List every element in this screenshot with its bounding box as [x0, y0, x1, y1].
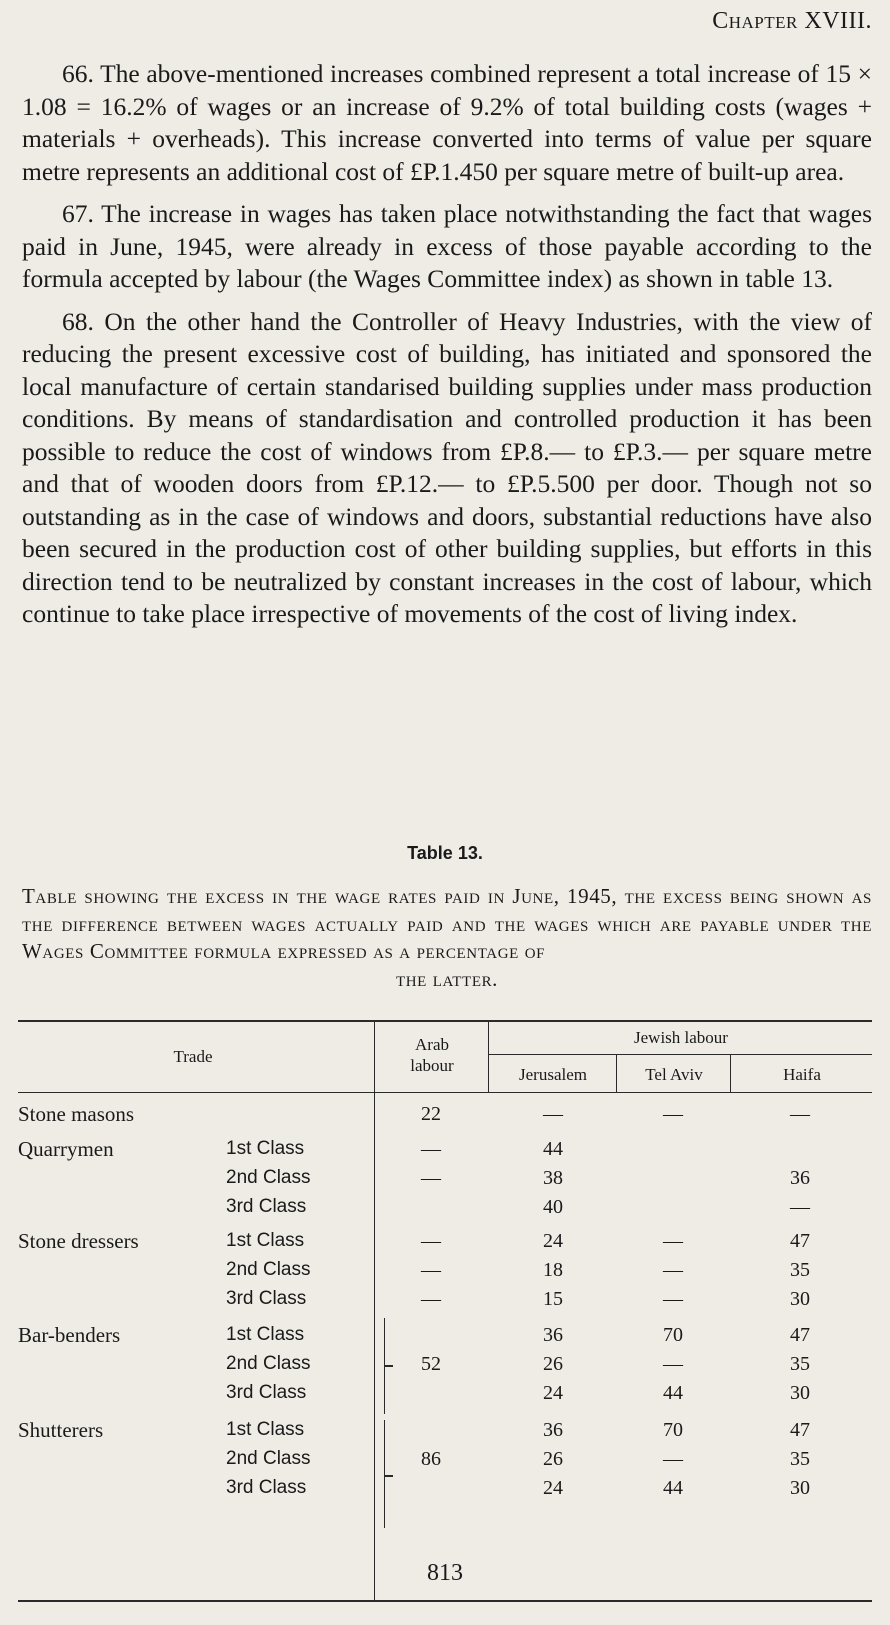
- arab-cell: —: [421, 1230, 441, 1252]
- jerusalem-cell: 18: [543, 1259, 563, 1281]
- telaviv-cell: —: [663, 1288, 683, 1310]
- arab-cell: 22: [421, 1103, 441, 1125]
- header-telaviv: Tel Aviv: [645, 1065, 703, 1084]
- header-jewish: Jewish labour: [634, 1028, 728, 1047]
- jerusalem-cell: 36: [543, 1419, 563, 1441]
- haifa-cell: —: [790, 1196, 810, 1218]
- telaviv-cell: —: [663, 1230, 683, 1252]
- jerusalem-cell: 26: [543, 1448, 563, 1470]
- body-text: [22, 58, 872, 641]
- table-bottom-rule: [18, 1600, 872, 1602]
- telaviv-cell: —: [663, 1259, 683, 1281]
- class-cell: 2nd Class: [226, 1353, 311, 1374]
- arab-cell: —: [421, 1288, 441, 1310]
- haifa-cell: 30: [790, 1477, 810, 1499]
- haifa-cell: 35: [790, 1448, 810, 1470]
- trade-cell: Quarrymen: [18, 1137, 114, 1161]
- telaviv-cell: 70: [663, 1324, 683, 1346]
- jerusalem-cell: 15: [543, 1288, 563, 1310]
- jerusalem-cell: 24: [543, 1477, 563, 1499]
- class-cell: 1st Class: [226, 1324, 305, 1345]
- jerusalem-cell: 26: [543, 1353, 563, 1375]
- haifa-cell: 47: [790, 1324, 810, 1346]
- chapter-header: Chapter XVIII.: [712, 8, 872, 34]
- col-divider-arab: [488, 1020, 489, 1092]
- header-arab-line1: Arab: [415, 1035, 449, 1054]
- jerusalem-cell: —: [543, 1103, 563, 1125]
- class-cell: 3rd Class: [226, 1477, 307, 1498]
- table-header-rule: [18, 1092, 872, 1093]
- arab-cell: —: [421, 1167, 441, 1189]
- jerusalem-cell: 44: [543, 1138, 563, 1160]
- class-cell: 1st Class: [226, 1419, 305, 1440]
- col-divider-telaviv: [730, 1054, 731, 1092]
- trade-cell: Bar-benders: [18, 1323, 121, 1347]
- class-cell: 3rd Class: [226, 1288, 307, 1309]
- brace-bar-benders: [372, 1318, 385, 1414]
- header-jerusalem: Jerusalem: [519, 1065, 587, 1084]
- jerusalem-cell: 36: [543, 1324, 563, 1346]
- wage-excess-table: [18, 1020, 872, 1625]
- arab-cell: —: [421, 1259, 441, 1281]
- haifa-cell: —: [790, 1103, 810, 1125]
- arab-cell: 86: [421, 1448, 441, 1470]
- telaviv-cell: —: [663, 1103, 683, 1125]
- class-cell: 3rd Class: [226, 1382, 307, 1403]
- class-cell: 2nd Class: [226, 1167, 311, 1188]
- header-haifa: Haifa: [783, 1065, 821, 1084]
- jerusalem-cell: 40: [543, 1196, 563, 1218]
- table-caption-last: the latter.: [395, 966, 499, 991]
- brace-shutterers-tip: [385, 1475, 393, 1477]
- haifa-cell: 47: [790, 1419, 810, 1441]
- telaviv-cell: —: [663, 1353, 683, 1375]
- telaviv-cell: 44: [663, 1477, 683, 1499]
- table-caption-main: Table showing the excess in the wage rates paid in June, 1945, the excess being shown as the difference between wages actually paid and the wages which are payable under the Wages Committee formula expressed as a percentage of: [22, 884, 872, 963]
- page-number: 813: [427, 1560, 463, 1586]
- col-divider-jerusalem: [616, 1054, 617, 1092]
- header-arab-line2: labour: [410, 1056, 454, 1075]
- haifa-cell: 36: [790, 1167, 810, 1189]
- brace-bar-benders-tip: [385, 1365, 393, 1367]
- jerusalem-cell: 24: [543, 1382, 563, 1404]
- class-cell: 1st Class: [226, 1138, 305, 1159]
- paragraph-68: 68. On the other hand the Controller of Heavy Industries, with the view of reducing the present excessive cost of building, has initiated and sponsored the local manufacture of certain standarised building supplies under mass production conditions. By means of standardisation and controlled production it has been possible to reduce the cost of windows from £P.8.— to £P.3.— per square metre and that of wooden doors from £P.12.— to £P.5.500 per door. Though not so outstanding as in the case of windows and doors, substantial reductions have also been secured in the production cost of other building supplies, but efforts in this direction tend to be neutralized by constant increases in the cost of labour, which continue to take place irrespective of movements of the cost of living index.: [22, 306, 872, 628]
- telaviv-cell: —: [663, 1448, 683, 1470]
- trade-cell: Shutterers: [18, 1418, 104, 1442]
- class-cell: 3rd Class: [226, 1196, 307, 1217]
- telaviv-cell: 44: [663, 1382, 683, 1404]
- header-trade: Trade: [173, 1047, 213, 1066]
- trade-cell: Stone masons: [18, 1102, 135, 1126]
- haifa-cell: 30: [790, 1288, 810, 1310]
- jewish-subheader-rule: [488, 1054, 872, 1055]
- class-cell: 2nd Class: [226, 1448, 311, 1469]
- table-caption: [22, 883, 872, 993]
- class-cell: 2nd Class: [226, 1259, 311, 1280]
- haifa-cell: 47: [790, 1230, 810, 1252]
- jerusalem-cell: 38: [543, 1167, 563, 1189]
- arab-cell: —: [421, 1138, 441, 1160]
- brace-shutterers: [372, 1420, 385, 1528]
- table-top-rule: [18, 1020, 872, 1022]
- paragraph-66: 66. The above-mentioned increases combined represent a total increase of 15 × 1.08 = 16.2% of wages or an increase of 9.2% of total building costs (wages + materials + overheads). This increase converted into terms of value per square metre represents an additional cost of £P.1.450 per square metre of built-up area.: [22, 59, 872, 186]
- arab-cell: 52: [421, 1353, 441, 1375]
- haifa-cell: 35: [790, 1259, 810, 1281]
- haifa-cell: 30: [790, 1382, 810, 1404]
- trade-cell: Stone dressers: [18, 1229, 139, 1253]
- paragraph-67: 67. The increase in wages has taken place notwithstanding the fact that wages paid in June, 1945, were already in excess of those payable according to the formula accepted by labour (the Wages Committee index) as shown in table 13.: [22, 199, 872, 293]
- class-cell: 1st Class: [226, 1230, 305, 1251]
- jerusalem-cell: 24: [543, 1230, 563, 1252]
- table-title: Table 13.: [407, 843, 483, 863]
- haifa-cell: 35: [790, 1353, 810, 1375]
- telaviv-cell: 70: [663, 1419, 683, 1441]
